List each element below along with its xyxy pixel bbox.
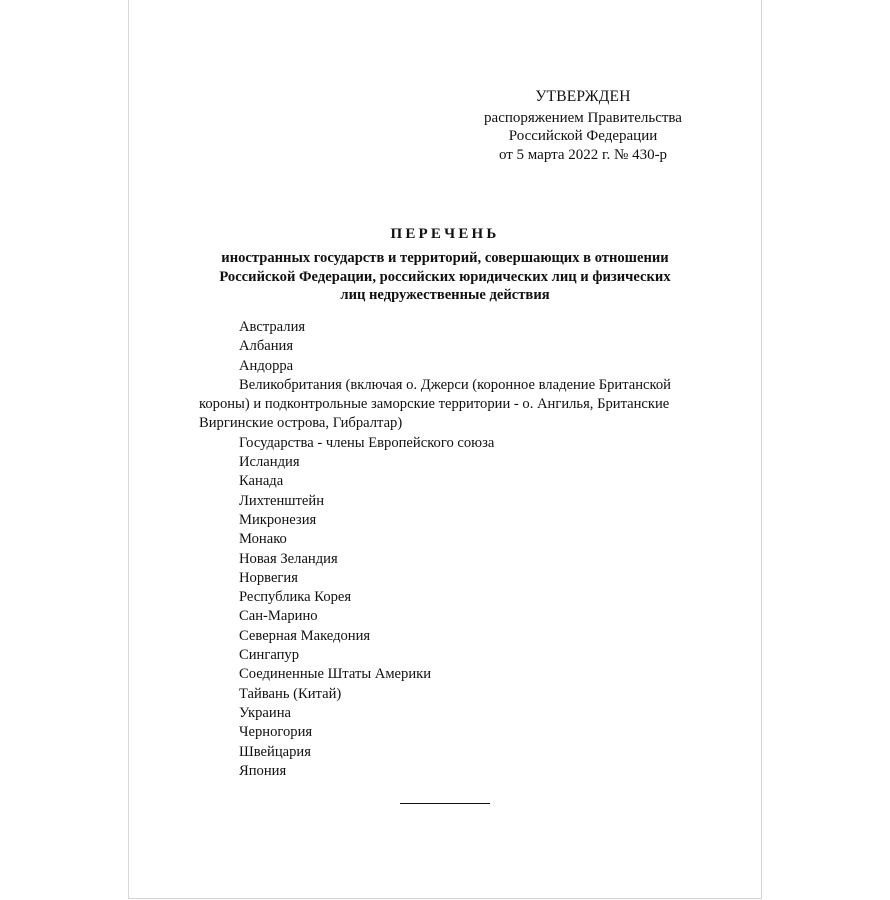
approval-line-1: распоряжением Правительства xyxy=(484,109,682,126)
list-item: Канада xyxy=(239,473,284,490)
list-item: Исландия xyxy=(239,454,300,471)
list-item: Норвегия xyxy=(239,569,298,586)
list-item: Украина xyxy=(239,704,292,721)
list-item: Австралия xyxy=(239,319,306,335)
list-item: Тайвань (Китай) xyxy=(239,685,342,702)
approval-block xyxy=(478,88,688,164)
approval-stamp: УТВЕРЖДЕН xyxy=(535,88,631,105)
list-item: Великобритания (включая о. Джерси (коронное владение Британской короны) и подконтрольные заморские территории - о. Ангилья, Британские Виргинские острова, Гибралтар) xyxy=(199,376,671,432)
list-item: Республика Корея xyxy=(239,589,352,606)
list-item: Андорра xyxy=(239,357,294,374)
list-item: Черногория xyxy=(239,724,313,741)
list-item: Япония xyxy=(239,762,287,779)
approval-line-2: Российской Федерации xyxy=(508,128,658,144)
list-item: Государства - члены Европейского союза xyxy=(239,434,495,451)
subtitle-line-2: Российской Федерации, российских юридических лиц и физических xyxy=(219,268,671,285)
subtitle-line-3: лиц недружественные действия xyxy=(340,287,550,303)
list-item: Албания xyxy=(239,338,294,355)
list-item: Новая Зеландия xyxy=(239,550,338,567)
country-list xyxy=(199,318,699,781)
list-item: Северная Македония xyxy=(239,627,371,644)
subtitle-line-1: иностранных государств и территорий, совершающих в отношении xyxy=(221,250,669,266)
list-item: Соединенные Штаты Америки xyxy=(239,666,432,683)
list-item: Сингапур xyxy=(239,647,300,664)
end-divider xyxy=(400,803,490,804)
document-title: ПЕРЕЧЕНЬ xyxy=(390,226,500,242)
list-item: Микронезия xyxy=(239,511,317,528)
list-item: Лихтенштейн xyxy=(239,492,325,509)
approval-line-3: от 5 марта 2022 г. № 430-р xyxy=(498,146,668,163)
list-item: Сан-Марино xyxy=(239,608,318,625)
list-item: Швейцария xyxy=(239,743,311,760)
list-item: Монако xyxy=(239,531,287,548)
document-subtitle xyxy=(196,249,694,305)
